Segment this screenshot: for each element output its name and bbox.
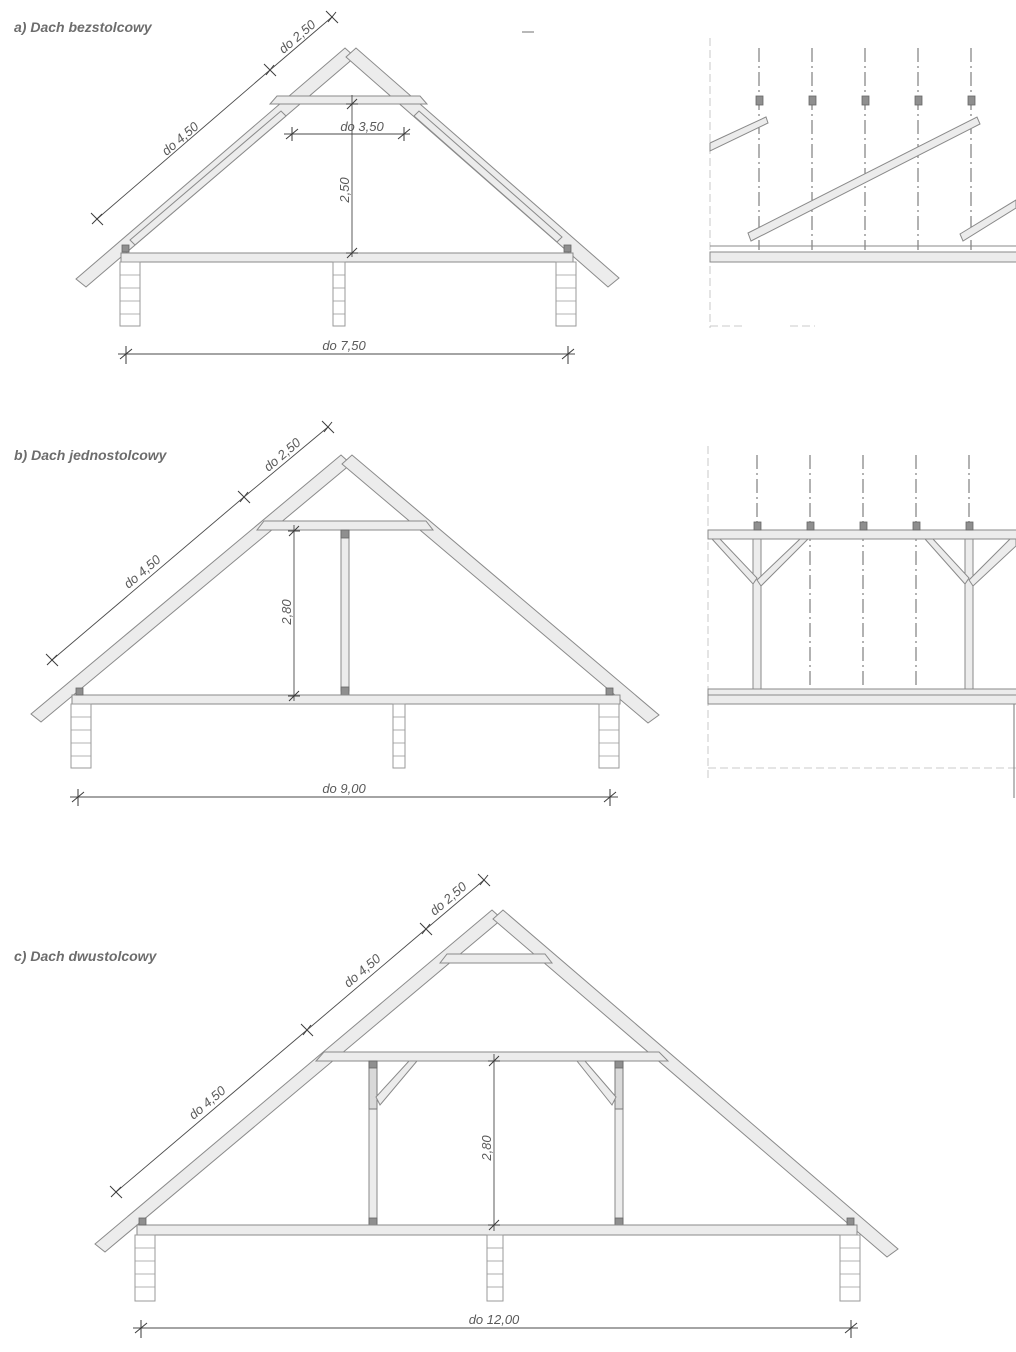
dim-b-height [279,525,300,701]
left-rafter [31,455,351,722]
wall-right [556,262,576,326]
center-post [341,530,349,691]
wall-right [599,704,619,768]
section-c [14,874,898,1338]
dim-b-top-label: do 2,50 [260,434,304,475]
dim-c-rafter-label: do 4,50 [185,1082,229,1123]
wall-right [840,1235,860,1301]
dim-b-span [70,781,618,806]
wall-middle [393,704,405,768]
dim-c-span [133,1312,858,1338]
right-rafter [493,910,898,1257]
section-c-title: c) Dach dwustolcowy [14,948,157,964]
collar-beam [270,96,427,104]
section-b [14,421,1016,806]
collar-beam [257,521,433,530]
wall-left [135,1235,155,1301]
dim-c-span-label: do 12,00 [468,1312,520,1327]
elevation-a [710,38,1016,328]
section-a [14,11,1016,364]
dim-c-top-label: do 2,50 [426,878,470,919]
dim-a-collar [284,119,410,141]
upper-collar [440,954,552,963]
dim-b-rafter [46,491,250,666]
main-collar [316,1052,668,1061]
tie-beam [72,695,620,704]
wall-left [71,704,91,768]
dim-b-height-label: 2,80 [279,599,294,625]
dim-a-rafter-label: do 4,50 [158,118,202,159]
dim-a-span [118,338,575,364]
wall-plate-right [564,245,571,252]
wall-middle [487,1235,503,1301]
section-b-title: b) Dach jednostolcowy [14,447,167,463]
right-brace [577,1061,616,1105]
dim-b-span-label: do 9,00 [322,781,366,796]
dim-a-top [270,11,338,70]
dim-b-rafter-label: do 4,50 [120,551,164,592]
wall-left [120,262,140,326]
right-rafter-lining [414,111,562,242]
wall-middle [333,262,345,326]
dim-a-collar-label: do 3,50 [340,119,384,134]
dim-a-span-label: do 7,50 [322,338,366,353]
right-rafter [342,455,659,723]
wall-plate-left [122,245,129,252]
dim-c-height [479,1054,500,1231]
elevation-b [708,446,1016,798]
dim-c-height-label: 2,80 [479,1135,494,1161]
dim-c-mid-label: do 4,50 [340,950,384,991]
section-a-title: a) Dach bezstolcowy [14,19,152,35]
left-brace [376,1061,417,1105]
tie-beam [137,1225,857,1235]
dim-c-rafter [110,1024,313,1198]
dim-a-top-label: do 2,50 [275,16,319,57]
dim-a-height-label: 2,50 [337,177,352,203]
left-rafter-lining [130,111,286,245]
